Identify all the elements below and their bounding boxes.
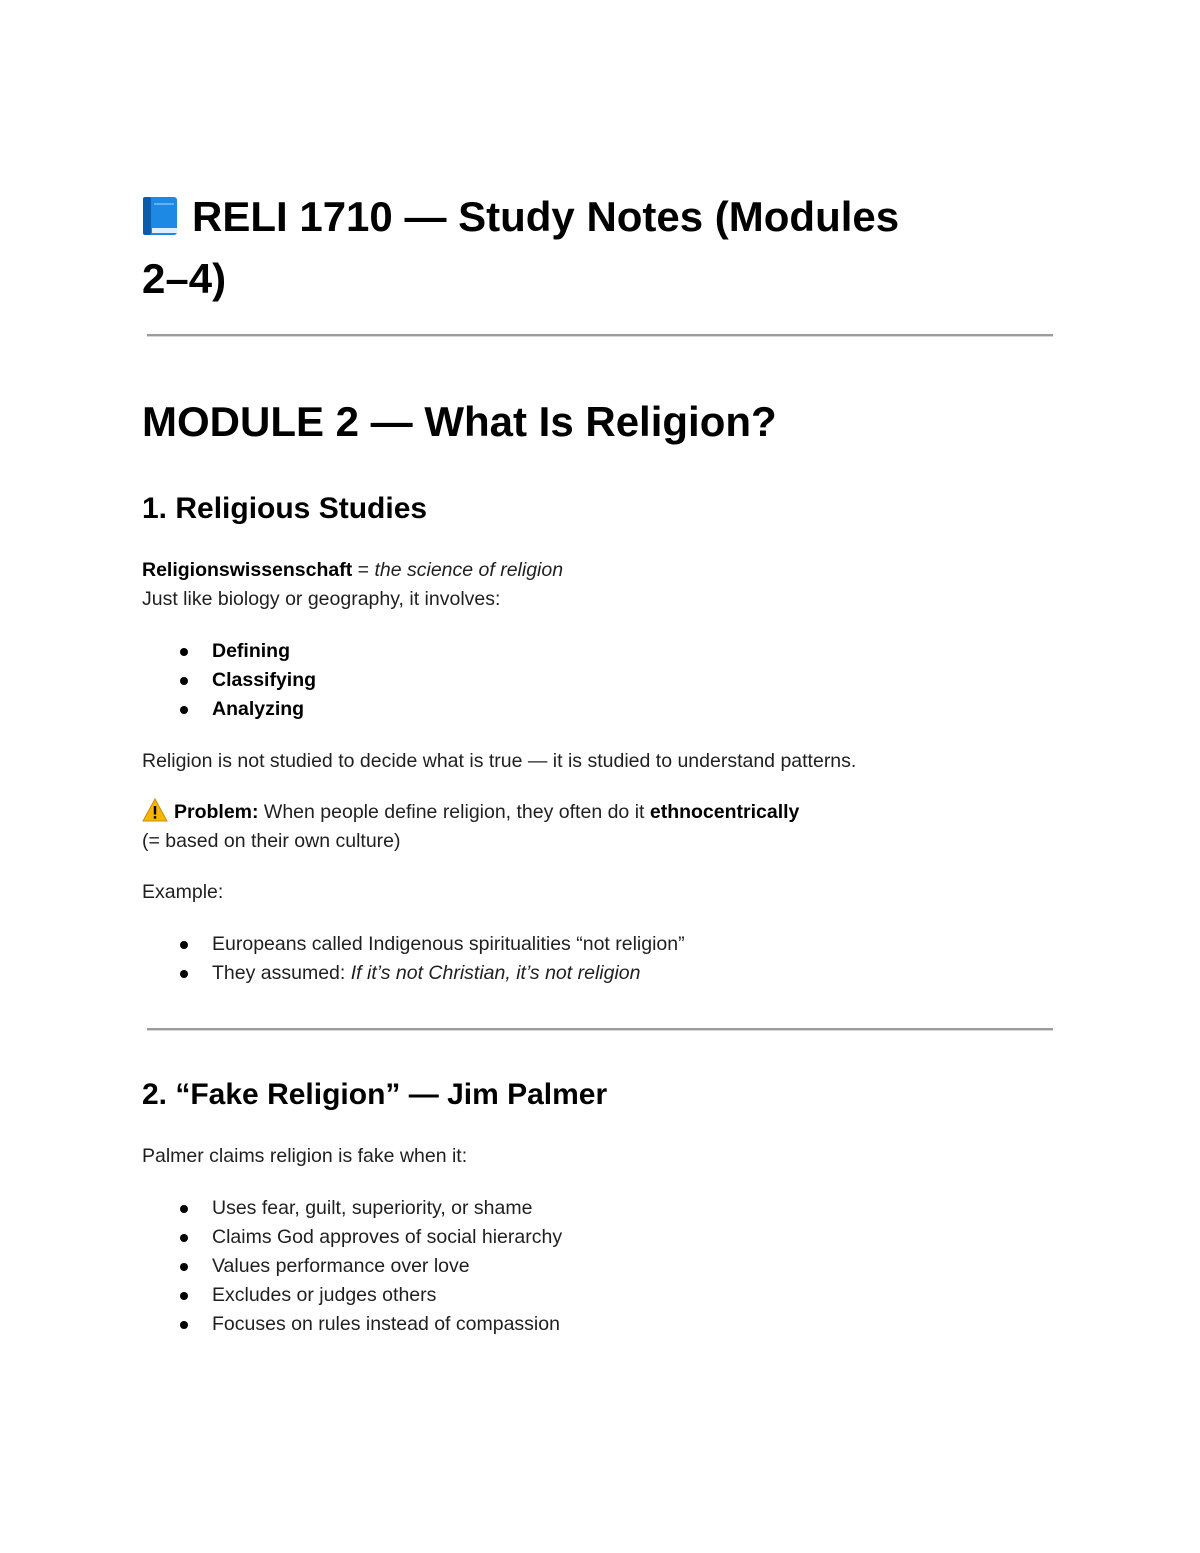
bullet-icon xyxy=(180,970,188,978)
list-item: Focuses on rules instead of compassion xyxy=(142,1310,562,1339)
blue-book-icon xyxy=(142,192,178,234)
term-religionswissenschaft: Religionswissenschaft xyxy=(142,559,353,581)
bullet-icon xyxy=(180,677,188,685)
warning-icon xyxy=(142,798,168,822)
term-definition: the science of religion xyxy=(374,559,564,581)
list-item: Values performance over love xyxy=(142,1252,562,1281)
horizontal-rule xyxy=(147,334,1053,337)
section-1-heading: 1. Religious Studies xyxy=(142,492,428,525)
palmer-intro: Palmer claims religion is fake when it: xyxy=(142,1145,468,1167)
purpose-statement: Religion is not studied to decide what is true — it is studied to understand patterns. xyxy=(142,750,857,772)
fake-religion-criteria-list xyxy=(142,1194,562,1339)
problem-label: Problem: xyxy=(174,801,259,823)
title-line-1: RELI 1710 — Study Notes (Modules xyxy=(192,193,900,240)
list-item: Claims God approves of social hierarchy xyxy=(142,1223,562,1252)
bullet-icon xyxy=(180,706,188,714)
list-item: Europeans called Indigenous spiritualities “not religion” xyxy=(142,930,685,959)
definition-line xyxy=(142,556,563,585)
problem-text: When people define religion, they often do it xyxy=(258,801,650,823)
bullet-icon xyxy=(180,1263,188,1271)
document-title xyxy=(142,186,1042,310)
example-label: Example: xyxy=(142,881,224,903)
involves-intro: Just like biology or geography, it involves: xyxy=(142,588,501,610)
bullet-icon xyxy=(180,1292,188,1300)
title-line-2: 2–4) xyxy=(142,255,227,302)
section-2-heading: 2. “Fake Religion” — Jim Palmer xyxy=(142,1078,608,1111)
activities-list xyxy=(142,637,316,724)
problem-explanation: (= based on their own culture) xyxy=(142,830,401,852)
list-item: Analyzing xyxy=(142,695,316,724)
problem-keyword: ethnocentrically xyxy=(649,801,800,823)
problem-statement xyxy=(142,798,799,827)
examples-list xyxy=(142,930,685,988)
bullet-icon xyxy=(180,1321,188,1329)
list-item: Classifying xyxy=(142,666,316,695)
bullet-icon xyxy=(180,648,188,656)
bullet-icon xyxy=(180,941,188,949)
bullet-icon xyxy=(180,1234,188,1242)
module-2-heading: MODULE 2 — What Is Religion? xyxy=(142,398,777,445)
list-item: Excludes or judges others xyxy=(142,1281,562,1310)
horizontal-rule xyxy=(147,1028,1053,1031)
list-item: Defining xyxy=(142,637,316,666)
list-item: Uses fear, guilt, superiority, or shame xyxy=(142,1194,562,1223)
equals-sign: = xyxy=(352,559,375,581)
bullet-icon xyxy=(180,1205,188,1213)
list-item: They assumed: If it’s not Christian, it’s not religion xyxy=(142,959,685,988)
